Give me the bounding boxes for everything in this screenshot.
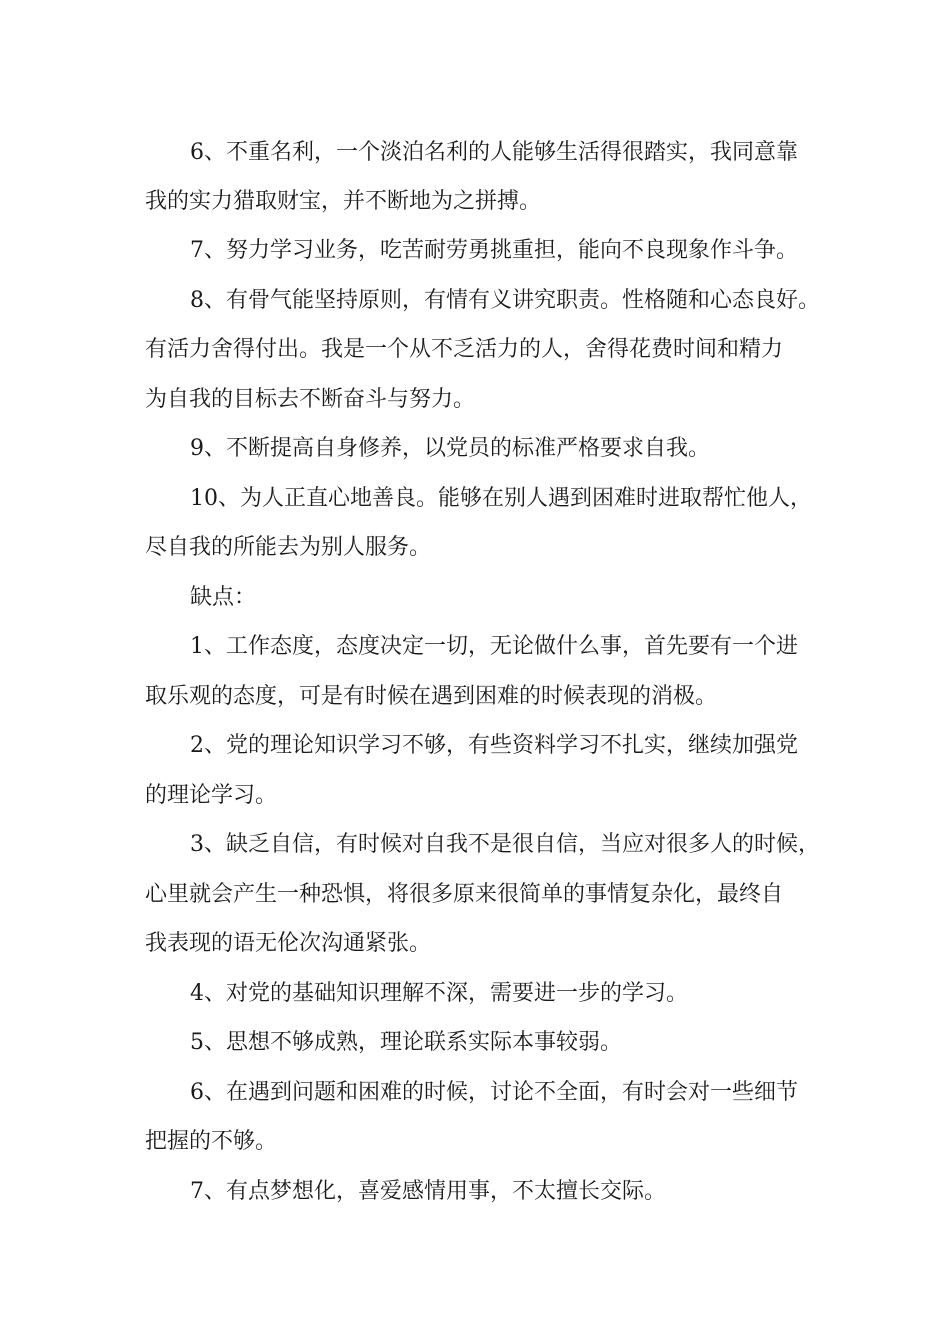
text-line: 心里就会产生一种恐惧，将很多原来很简单的事情复杂化，最终自 — [145, 882, 784, 907]
text-line: 尽自我的所能去为别人服务。 — [145, 535, 432, 560]
text-line: 7、有点梦想化，喜爱感情用事，不太擅长交际。 — [190, 1179, 666, 1204]
text-line: 8、有骨气能坚持原则，有情有义讲究职责。性格随和心态良好。 — [190, 288, 820, 313]
text-line: 6、不重名利，一个淡泊名利的人能够生活得很踏实，我同意靠 — [190, 140, 798, 165]
text-line: 的理论学习。 — [145, 783, 278, 808]
text-line: 我表现的语无伦次沟通紧张。 — [145, 931, 432, 956]
text-line: 把握的不够。 — [145, 1129, 278, 1154]
text-line: 6、在遇到问题和困难的时候，讨论不全面，有时会对一些细节 — [190, 1080, 798, 1105]
text-line: 为自我的目标去不断奋斗与努力。 — [145, 387, 476, 412]
text-line: 1、工作态度，态度决定一切，无论做什么事，首先要有一个进 — [190, 634, 798, 659]
text-line: 2、党的理论知识学习不够，有些资料学习不扎实，继续加强党 — [190, 733, 798, 758]
text-line: 4、对党的基础知识理解不深，需要进一步的学习。 — [190, 981, 688, 1006]
text-line: 取乐观的态度，可是有时候在遇到困难的时候表现的消极。 — [145, 684, 718, 709]
text-line: 10、为人正直心地善良。能够在别人遇到困难时进取帮忙他人， — [190, 486, 812, 511]
text-line: 我的实力猎取财宝，并不断地为之拼搏。 — [145, 189, 542, 214]
text-line: 3、缺乏自信，有时候对自我不是很自信，当应对很多人的时候， — [190, 832, 820, 857]
text-line: 有活力舍得付出。我是一个从不乏活力的人，舍得花费时间和精力 — [145, 337, 784, 362]
text-line: 5、思想不够成熟，理论联系实际本事较弱。 — [190, 1030, 622, 1055]
text-line: 7、努力学习业务，吃苦耐劳勇挑重担，能向不良现象作斗争。 — [190, 238, 798, 263]
section-heading: 缺点： — [190, 585, 257, 610]
text-line: 9、不断提高自身修养，以党员的标准严格要求自我。 — [190, 436, 710, 461]
